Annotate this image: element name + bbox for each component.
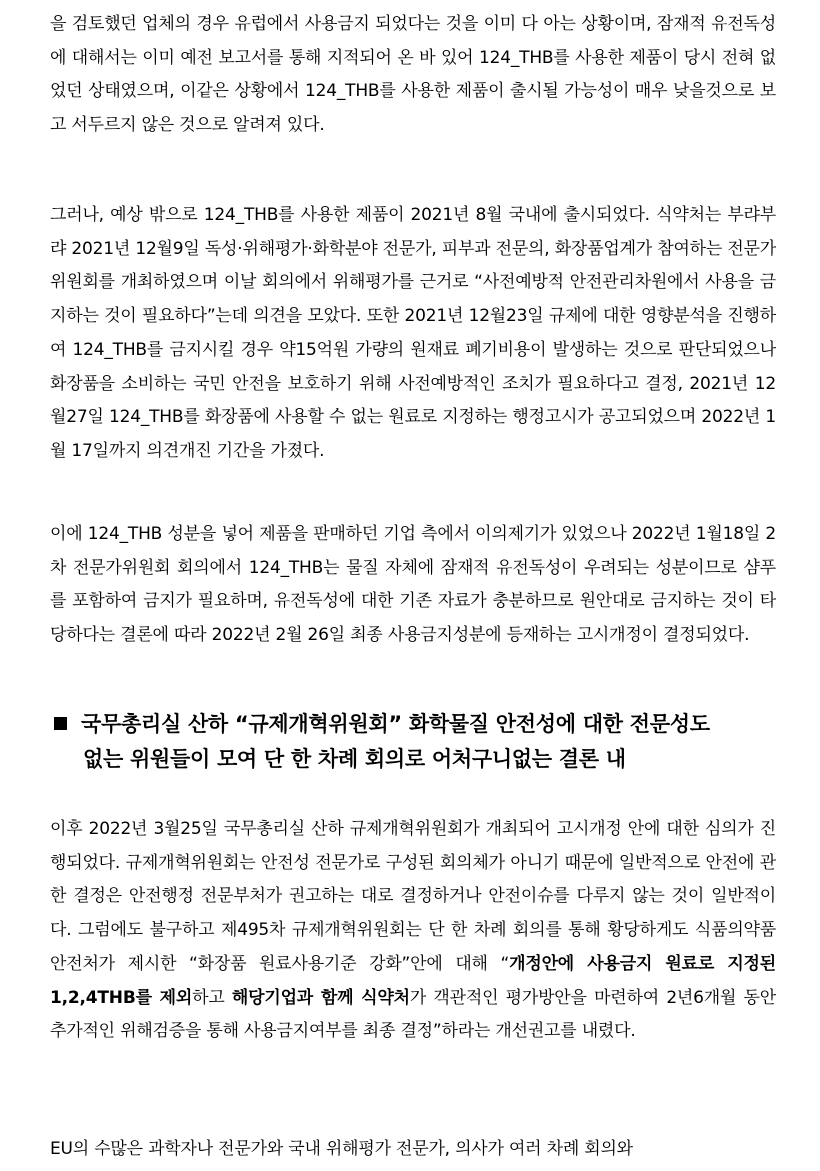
paragraph-4-text-3: 가 객관적인 평가방안을 마련하여 2년6개월 동안 추가적인 위해검증을 통해 사용금지여부를 최종 결정”하라는 개선권고를 내렸다. (50, 987, 776, 1042)
paragraph-4 (50, 813, 776, 1049)
paragraph-3: 이에 124_THB 성분을 넣어 제품을 판매하던 기업 측에서 이의제기가 있었으나 2022년 1월18일 2차 전문가위원회 회의에서 124_THB는 물질 자체에 잠재적 유전독성이 우려되는 성분이므로 샴푸를 포함하여 금지가 필요하며, 유전독성에 대한 기존 자료가 충분하므로 원안대로 금지하는 것이 타당하다는 결론에 따라 2022년 2월 26일 최종 사용금지성분에 등재하는 고시개정이 결정되었다. (50, 524, 776, 646)
section-heading-line-2: 없는 위원들이 모여 단 한 차례 회의로 어처구니없는 결론 내 (83, 747, 626, 771)
black-square-icon (54, 717, 67, 730)
paragraph-4-text-2: 하고 (192, 987, 232, 1008)
section-heading (50, 707, 790, 777)
paragraph-5: EU의 수많은 과학자나 전문가와 국내 위해평가 전문가, 의사가 여러 차례 회의와 (50, 1139, 633, 1159)
paragraph-2: 그러나, 예상 밖으로 124_THB를 사용한 제품이 2021년 8월 국내에 출시되었다. 식약처는 부랴부랴 2021년 12월9일 독성·위해평가·화학분야 전문가, 피부과 전문의, 화장품업계가 참여하는 전문가위원회를 개최하였으며 이날 회의에서 위해평가를 근거로 “사전예방적 안전관리차원에서 사용을 금지하는 것이 필요하다”는데 의견을 모았다. 또한 2021년 12월23일 규제에 대한 영향분석을 진행하여 124_THB를 금지시킬 경우 약15억원 가량의 원재료 폐기비용이 발생하는 것으로 판단되었으나 화장품을 소비하는 국민 안전을 보호하기 위해 사전예방적인 조치가 필요하다고 결정, 2021년 12월27일 124_THB를 화장품에 사용할 수 없는 원료로 지정하는 행정고시가 공고되었으며 2022년 1월 17일까지 의견개진 기간을 가졌다. (50, 205, 776, 461)
paragraph-1: 을 검토했던 업체의 경우 유럽에서 사용금지 되었다는 것을 이미 다 아는 상황이며, 잠재적 유전독성에 대해서는 이미 예전 보고서를 통해 지적되어 온 바 있어 124_THB를 사용한 제품이 당시 전혀 없었던 상태였으며, 이같은 상황에서 124_THB를 사용한 제품이 출시될 가능성이 매우 낮을것으로 보고 서두르지 않은 것으로 알려져 있다. (50, 14, 776, 136)
paragraph-4-bold-1: 개정안에 사용금지 원료로 지정된 1,2,4THB를 제외 (50, 953, 777, 1008)
paragraph-4-bold-2: 해당기업과 함께 식약처 (231, 987, 410, 1008)
section-heading-line-1: 국무총리실 산하 “규제개혁위원회” 화학물질 안전성에 대한 전문성도 (81, 712, 710, 736)
paragraph-4-text-1: 이후 2022년 3월25일 국무총리실 산하 규제개혁위원회가 개최되어 고시개정 안에 대한 심의가 진행되었다. 규제개혁위원회는 안전성 전문가로 구성된 회의체가 아니기 때문에 일반적으로 안전에 관한 결정은 안전행정 전문부처가 권고하는 대로 결정하거나 안전이슈를 다루지 않는 것이 일반적이다. 그럼에도 불구하고 제495차 규제개혁위원회는 단 한 차례 회의를 통해 황당하게도 식품의약품안전처가 제시한 “화장품 원료사용기준 강화”안에 대해 “ (50, 819, 776, 974)
